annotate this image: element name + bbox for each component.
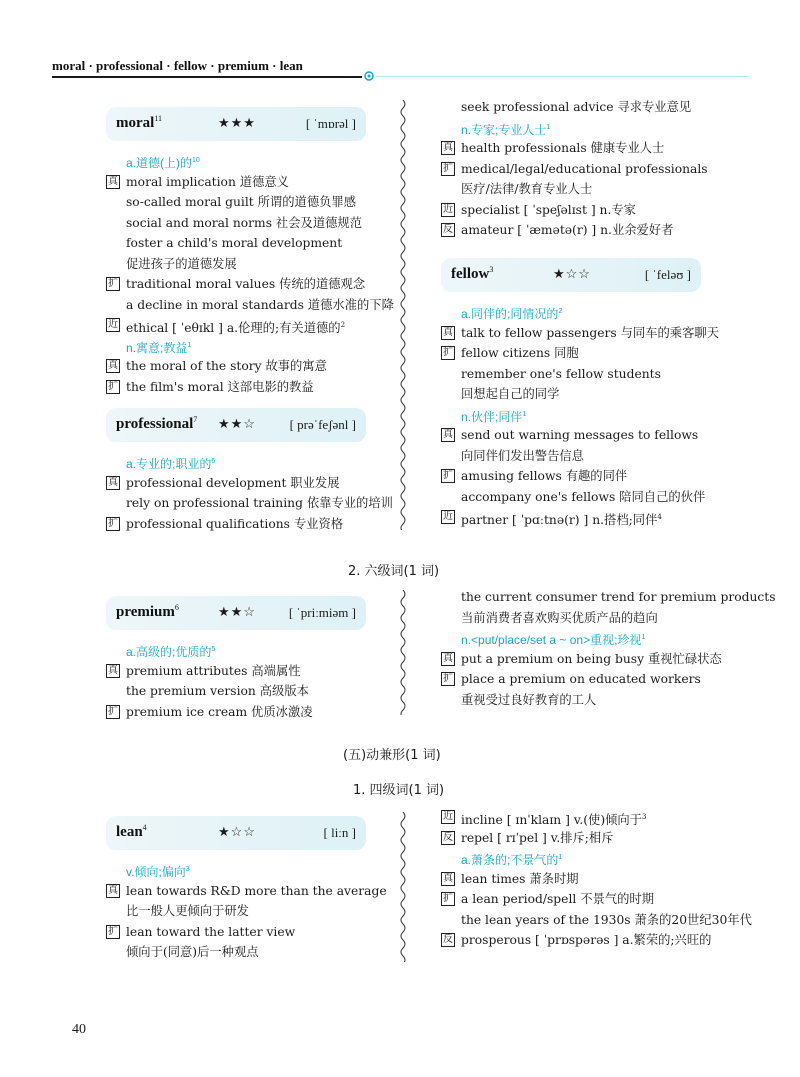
example-line: [106, 473, 406, 494]
line-text: n.<put/place/set a ~ on>重视;珍视: [461, 633, 642, 647]
star-rating: ★★☆: [218, 605, 256, 620]
line-text: a.萧条的;不景气的: [461, 853, 559, 867]
line-text: n.伙伴;同伴: [461, 409, 523, 424]
star-rating: ★★★: [218, 116, 256, 131]
word-box: [106, 107, 366, 141]
line-text: remember one's fellow students: [461, 366, 661, 381]
part-of-speech-sense: [106, 452, 406, 473]
example-line: [441, 343, 741, 364]
column-divider: [398, 100, 408, 530]
tag-zhen-icon: 真: [443, 429, 453, 440]
line-text: incline [ ɪnˈklaɪn ] v.(使)倾向于: [461, 813, 643, 828]
entry-premium-cont: [441, 587, 776, 710]
line-text: the lean years of the 1930s 萧条的20世纪30年代: [461, 912, 752, 927]
frequency-count: 3: [185, 866, 190, 873]
frequency-count: 1: [187, 341, 192, 349]
section-heading-verb-adj: (五)动兼形(1 词): [343, 748, 441, 763]
line-text: social and moral norms 社会及道德规范: [126, 215, 363, 230]
frequency-count: 5: [211, 646, 216, 653]
line-text: professional development 职业发展: [126, 475, 340, 490]
example-line: [441, 138, 741, 159]
tag-jin-icon: 近: [443, 203, 453, 215]
example-line: [441, 608, 741, 629]
example-line: [106, 233, 406, 254]
line-text: 比一般人更倾向于研发: [126, 904, 249, 918]
tag-jin-icon: 近: [443, 511, 453, 522]
part-of-speech-sense: [441, 848, 741, 869]
line-text: traditional moral values 传统的道德观念: [126, 277, 366, 291]
headword-text: moral: [116, 115, 155, 131]
tag-zhen-icon: 真: [443, 872, 453, 884]
example-line: [441, 587, 776, 608]
line-text: 重视受过良好教育的工人: [461, 692, 597, 707]
line-text: talk to fellow passengers 与同车的乘客聊天: [461, 325, 719, 340]
frequency-count: 1: [546, 123, 551, 131]
frequency-count: 3: [642, 813, 647, 821]
part-of-speech-sense: [441, 405, 741, 426]
frequency-count: 2: [340, 321, 346, 329]
headword-text: professional: [116, 416, 194, 432]
running-header: moral · professional · fellow · premium · lean: [52, 58, 303, 73]
headword-text: fellow: [451, 266, 490, 282]
line-text: 倾向于(同意)后一种观点: [126, 945, 259, 959]
entry-lean-cont: [441, 807, 752, 951]
line-text: medical/legal/educational professionals: [461, 161, 708, 176]
part-of-speech-sense: [106, 336, 406, 357]
tag-kuo-icon: 扩: [108, 517, 118, 529]
line-text: put a premium on being busy 重视忙碌状态: [461, 651, 722, 666]
line-text: send out warning messages to fellows: [461, 428, 699, 442]
tag-zhen-icon: 真: [108, 175, 118, 187]
example-line: [106, 901, 406, 922]
tag-kuo-icon: 扩: [443, 673, 453, 684]
example-line: [441, 159, 741, 180]
tag-zhen-icon: 真: [108, 664, 118, 676]
line-text: v.倾向;偏向: [126, 865, 186, 879]
phonetic: [ ˈmɒrəl ]: [305, 116, 356, 131]
example-line: [106, 661, 406, 682]
tag-jin-icon: 近: [443, 811, 453, 822]
headword: [116, 114, 162, 132]
frequency-count: 7: [193, 415, 198, 424]
part-of-speech-sense: [106, 640, 406, 661]
example-line: [441, 507, 741, 528]
line-text: a.专业的;职业的: [126, 457, 212, 471]
headword: [116, 415, 197, 433]
line-text: lean times 萧条时期: [461, 871, 579, 886]
frequency-count: 1: [641, 634, 646, 641]
line-text: professional qualifications 专业资格: [126, 516, 344, 531]
phonetic: [ ˈpriːmiəm ]: [288, 605, 356, 620]
column-divider: [398, 590, 408, 715]
word-box: [441, 258, 701, 292]
example-line: [441, 446, 741, 467]
example-line: [106, 922, 406, 943]
phonetic: [ ˈfeləʊ ]: [644, 267, 691, 282]
tag-kuo-icon: 扩: [443, 162, 453, 174]
headword: [116, 603, 179, 621]
line-text: specialist [ ˈspeʃəlɪst ] n.专家: [461, 202, 636, 217]
frequency-count: 6: [174, 603, 179, 612]
star-rating: ★☆☆: [218, 825, 256, 840]
tag-kuo-icon: 扩: [108, 705, 118, 717]
example-line: [441, 97, 741, 118]
example-line: [441, 828, 741, 849]
line-text: moral implication 道德意义: [126, 174, 289, 189]
example-line: [106, 254, 406, 275]
line-text: n.专家;专业人士: [461, 122, 547, 137]
entry-moral: [106, 107, 406, 397]
line-text: 向同伴们发出警告信息: [461, 448, 584, 463]
tag-fan-icon: 反: [443, 831, 453, 843]
frequency-count: 1: [522, 410, 527, 418]
tag-kuo-icon: 扩: [108, 380, 118, 392]
line-text: prosperous [ ˈprɒspərəs ] a.繁荣的;兴旺的: [461, 933, 712, 947]
star-rating: ★★☆: [218, 417, 256, 432]
page-number: 40: [72, 1022, 86, 1037]
line-text: n.寓意;教益: [126, 340, 188, 355]
word-box: [106, 408, 366, 442]
line-text: amateur [ ˈæmətə(r) ] n.业余爱好者: [461, 223, 674, 237]
frequency-count: 6: [211, 458, 216, 465]
example-line: [106, 514, 406, 535]
section-heading-cet4: 1. 四级词(1 词): [353, 783, 445, 798]
tag-kuo-icon: 扩: [108, 278, 118, 289]
headword-text: premium: [116, 604, 175, 620]
example-line: [106, 493, 406, 514]
line-text: health professionals 健康专业人士: [461, 141, 665, 155]
line-text: premium ice cream 优质冰激凌: [126, 704, 313, 719]
header-rule-light: [376, 76, 748, 77]
tag-kuo-icon: 扩: [443, 893, 453, 904]
headword: [451, 265, 493, 283]
phonetic: [ prəˈfeʃənl ]: [289, 417, 356, 432]
line-text: the premium version 高级版本: [126, 684, 309, 698]
example-line: [106, 681, 406, 702]
example-line: [106, 377, 406, 398]
headword-text: lean: [116, 824, 143, 840]
line-text: a lean period/spell 不景气的时期: [461, 892, 655, 906]
example-line: [106, 274, 406, 295]
tag-zhen-icon: 真: [443, 142, 453, 153]
tag-kuo-icon: 扩: [108, 925, 118, 937]
example-line: [441, 669, 741, 690]
line-text: amusing fellows 有趣的同伴: [461, 469, 628, 483]
line-text: a decline in moral standards 道德水准的下降: [126, 297, 394, 312]
example-line: [441, 323, 741, 344]
example-line: [441, 487, 741, 508]
star-rating: ★☆☆: [553, 267, 591, 282]
entry-professional: [106, 408, 406, 534]
example-line: [441, 690, 741, 711]
entry-professional-cont: [441, 97, 741, 241]
example-line: [106, 192, 406, 213]
frequency-count: 3: [489, 265, 494, 274]
line-text: a.高级的;优质的: [126, 645, 212, 659]
headword: [116, 823, 147, 841]
tag-zhen-icon: 真: [443, 652, 453, 664]
frequency-count: 4: [142, 823, 147, 832]
entry-premium: [106, 596, 406, 722]
example-line: [106, 881, 406, 902]
line-text: foster a child's moral development: [126, 236, 343, 250]
line-text: fellow citizens 同胞: [461, 346, 579, 360]
line-text: 医疗/法律/教育专业人士: [461, 182, 593, 196]
line-text: lean towards R&D more than the average: [126, 883, 387, 898]
part-of-speech-sense: [441, 628, 741, 649]
header-rule: [52, 76, 362, 78]
tag-zhen-icon: 真: [108, 360, 118, 371]
tag-fan-icon: 反: [443, 934, 453, 945]
word-box: [106, 816, 366, 850]
tag-jin-icon: 近: [108, 319, 118, 330]
example-line: [441, 220, 741, 241]
line-text: premium attributes 高端属性: [126, 663, 301, 678]
line-text: a.同伴的;同情况的: [461, 307, 559, 321]
header-ornament: [362, 69, 376, 83]
line-text: accompany one's fellows 陪同自己的伙伴: [461, 489, 706, 504]
example-line: [106, 172, 406, 193]
tag-zhen-icon: 真: [108, 884, 118, 896]
example-line: [106, 356, 406, 377]
tag-zhen-icon: 真: [108, 476, 118, 488]
example-line: [106, 702, 406, 723]
entry-fellow: [441, 258, 741, 528]
tag-fan-icon: 反: [443, 224, 453, 235]
example-line: [441, 807, 741, 828]
line-text: a.道德(上)的: [126, 156, 193, 170]
tag-zhen-icon: 真: [443, 326, 453, 338]
word-box: [106, 596, 366, 630]
entry-lean: [106, 816, 406, 963]
example-line: [441, 364, 741, 385]
example-line: [441, 425, 741, 446]
tag-kuo-icon: 扩: [443, 470, 453, 481]
example-line: [441, 930, 741, 951]
line-text: the current consumer trend for premium products: [461, 590, 776, 604]
example-line: [441, 384, 741, 405]
line-text: so-called moral guilt 所谓的道德负罪感: [126, 195, 357, 209]
section-heading-cet6: 2. 六级词(1 词): [348, 564, 440, 579]
part-of-speech-sense: [441, 302, 741, 323]
example-line: [441, 869, 741, 890]
example-line: [441, 910, 752, 931]
example-line: [441, 889, 741, 910]
frequency-count: 1: [558, 854, 563, 861]
tag-kuo-icon: 扩: [443, 347, 453, 358]
example-line: [106, 942, 406, 963]
line-text: the moral of the story 故事的寓意: [126, 359, 327, 373]
part-of-speech-sense: [106, 151, 406, 172]
example-line: [441, 649, 741, 670]
frequency-count: 11: [154, 114, 163, 123]
frequency-count: 2: [558, 308, 563, 315]
example-line: [106, 213, 406, 234]
part-of-speech-sense: [441, 118, 741, 139]
line-text: ethical [ ˈeθɪkl ] a.伦理的;有关道德的: [126, 321, 341, 336]
part-of-speech-sense: [106, 860, 406, 881]
example-line: [441, 179, 741, 200]
line-text: rely on professional training 依靠专业的培训: [126, 496, 393, 510]
line-text: partner [ ˈpɑːtnə(r) ] n.搭档;同伴: [461, 513, 658, 528]
example-line: [106, 315, 406, 336]
line-text: 当前消费者喜欢购买优质产品的趋向: [461, 610, 658, 625]
column-divider: [398, 812, 408, 962]
example-line: [106, 295, 406, 316]
example-line: [441, 200, 741, 221]
phonetic: [ liːn ]: [323, 825, 356, 840]
line-text: lean toward the latter view: [126, 924, 296, 939]
example-line: [441, 466, 741, 487]
line-text: place a premium on educated workers: [461, 672, 701, 686]
line-text: 促进孩子的道德发展: [126, 256, 237, 271]
line-text: seek professional advice 寻求专业意见: [461, 100, 692, 114]
frequency-count: 4: [657, 513, 662, 521]
line-text: repel [ rɪˈpel ] v.排斥;相斥: [461, 830, 614, 845]
line-text: 回想起自己的同学: [461, 387, 560, 401]
line-text: the film's moral 这部电影的教益: [126, 379, 314, 394]
frequency-count: 10: [192, 157, 200, 164]
